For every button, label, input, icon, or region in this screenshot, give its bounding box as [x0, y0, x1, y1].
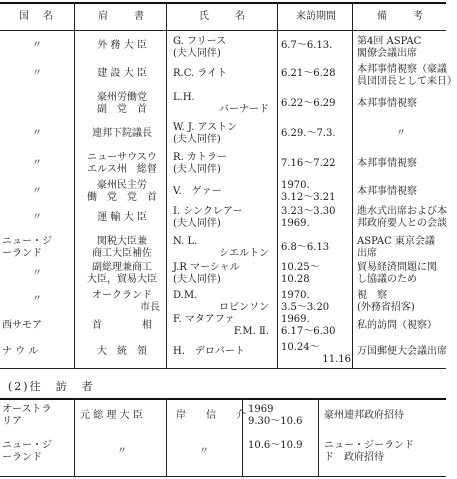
row-title-2: 大臣，貿易大臣 [87, 274, 157, 285]
row-title: 元 総 理 大 臣 [80, 410, 143, 421]
row-name: 〃 [199, 446, 209, 457]
row-name-note: (夫人同伴) [173, 218, 221, 229]
row-period: 1969. [281, 314, 310, 325]
row-period: 10.6～10.9 [248, 440, 303, 451]
row-title: 首 相 [92, 320, 152, 331]
column-divider [352, 2, 353, 368]
row-name: V. ゲァー [173, 186, 222, 197]
row-title: 外 務 大 臣 [97, 40, 147, 51]
row-title-2: エルス州 総督 [87, 164, 157, 175]
row-remarks-2: し協議のため [357, 274, 417, 285]
row-period-2: 1969. [281, 218, 310, 229]
column-divider [74, 2, 75, 368]
row-name-note: (夫人同伴) [173, 134, 221, 145]
row-name: G. フリース [173, 36, 227, 47]
row-country: 西サモア [2, 320, 42, 331]
header-name: 氏 名 [199, 11, 247, 22]
row-name-2: F.M. Ⅱ. [233, 326, 269, 337]
row-period: 1970. [281, 180, 310, 191]
section-heading: (2)往 訪 者 [8, 380, 95, 393]
row-remarks: 本邦事情視察（豪議 [357, 64, 447, 75]
row-name: R.C. ライト [173, 68, 228, 79]
row-name-note: (夫人同伴) [173, 48, 221, 59]
row-period: 10.25～ [281, 262, 320, 273]
row-period: 1970. [281, 290, 310, 301]
row-period: 3.23～3.30 [281, 206, 336, 217]
row-period: 6.7～6.13. [281, 40, 333, 51]
row-title: 副総理兼商工 [92, 262, 152, 273]
row-country-2: ーランド [2, 248, 42, 259]
row-name: 岸 信 介 [176, 410, 246, 421]
row-remarks-2: 出席 [357, 248, 377, 259]
row-title-2: 市長 [140, 302, 160, 313]
row-remarks: 〃 [396, 128, 406, 139]
row-title-2: 商工大臣補佐 [92, 248, 152, 259]
row-title: オークランド [92, 290, 152, 301]
row-title: 豪州労働党 [97, 92, 147, 103]
table2-top-rule [0, 398, 446, 400]
row-title: 〃 [117, 446, 127, 457]
row-period-2: 3.12～3.21 [281, 192, 336, 203]
row-remarks-2: 員団団長として来日） [357, 76, 457, 87]
row-period: 1969 [248, 404, 274, 415]
row-name: R. カトラー [173, 152, 227, 163]
row-remarks: ニュー・ジーランド [324, 440, 414, 451]
row-title: 建 設 大 臣 [97, 68, 147, 79]
row-period: 6.21～6.28 [281, 68, 336, 79]
row-country: 〃 [32, 158, 42, 169]
row-name: F. マタアファ [173, 314, 235, 325]
row-title: 運 輸 大 臣 [97, 212, 147, 223]
column-divider [166, 2, 167, 368]
column-divider [318, 398, 319, 476]
row-name-2: バーナード [219, 104, 269, 115]
row-title: 大 統 領 [97, 346, 147, 357]
row-period: 10.24～ [281, 342, 320, 353]
header-period: 来訪期間 [296, 11, 336, 22]
row-name: D.M. [173, 290, 198, 301]
table2-bottom-rule [0, 476, 446, 477]
row-country: ナ ウ ル [2, 346, 39, 357]
row-country: オーストラ [2, 404, 52, 415]
row-name-2: シエルトン [219, 248, 269, 259]
row-remarks: 豪州連邦政府招待 [324, 410, 404, 421]
row-country: ニュー・ジ [2, 440, 52, 451]
row-country-2: リア [2, 416, 22, 427]
row-remarks: 私的訪問（視察） [357, 320, 437, 331]
row-remarks: 進水式出席および本 [357, 206, 447, 217]
row-title: 関税大臣兼 [97, 236, 147, 247]
row-country: 〃 [32, 40, 42, 51]
row-remarks-2: ド 政府招待 [324, 452, 384, 463]
row-remarks: 万国郵便大会議出席 [357, 346, 447, 357]
header-remarks: 備 考 [377, 11, 425, 22]
row-name: I. シンクレアー [173, 206, 243, 217]
row-title-2: 副 党 首 [97, 104, 147, 115]
table-bottom-rule [0, 368, 446, 369]
row-name-2: ロビンソン [219, 302, 269, 313]
header-bottom-rule [0, 30, 446, 31]
header-title: 肩 書 [98, 11, 146, 22]
row-country: 〃 [32, 294, 42, 305]
row-remarks-2: 邦政府要人との会談 [357, 218, 447, 229]
row-period: 6.29.～7.3. [281, 128, 336, 139]
row-country: ニュー・ジ [2, 236, 52, 247]
row-period: 7.16～7.22 [281, 158, 336, 169]
row-country: 〃 [32, 268, 42, 279]
row-period: 6.22～6.29 [281, 98, 336, 109]
row-period-2: 9.30～10.6 [248, 416, 303, 427]
row-remarks: 本邦事情視察 [357, 158, 417, 169]
row-country: 〃 [32, 128, 42, 139]
row-name: N. L. [173, 236, 198, 247]
header-country: 国 名 [19, 11, 55, 22]
row-remarks: 本邦事情視察 [357, 186, 417, 197]
row-remarks-2: 閣僚会議出席 [357, 48, 417, 59]
row-remarks-2: (外務省招客) [357, 302, 415, 313]
column-divider [277, 2, 278, 368]
row-period-2: 10.28 [281, 274, 310, 285]
row-period-2: 6.17～6.30 [281, 326, 336, 337]
row-period: 6.8～6.13 [281, 242, 330, 253]
row-remarks: 第4回 ASPAC [357, 36, 422, 47]
row-title: 豪州民主労 [97, 180, 147, 191]
row-name: W. J. アストン [173, 122, 238, 133]
table-top-rule [0, 2, 446, 4]
row-name: L.H. [173, 92, 195, 103]
row-name-note: (夫人同伴) [173, 274, 221, 285]
row-name: H. デロバート [173, 346, 245, 357]
column-divider [166, 398, 167, 476]
row-country: 〃 [32, 68, 42, 79]
row-remarks: 視 察 [357, 290, 387, 301]
column-divider [74, 398, 75, 476]
row-country: 〃 [32, 186, 42, 197]
row-period-2: 3.5～3.20 [281, 302, 330, 313]
row-name: J.R マーシャル [173, 262, 240, 273]
row-title: ニューサウスウ [87, 152, 157, 163]
row-remarks: ASPAC 東京会議 [357, 236, 435, 247]
row-period-2: 11.16 [322, 354, 351, 365]
row-country-2: ーランド [2, 452, 42, 463]
row-name-note: (夫人同伴) [173, 164, 221, 175]
row-remarks: 本邦事情視察 [357, 98, 417, 109]
row-title-2: 働 党 党 首 [87, 192, 157, 203]
row-title: 連邦下院議長 [92, 128, 152, 139]
row-remarks: 貿易経済問題に関 [357, 262, 437, 273]
row-country: 〃 [32, 212, 42, 223]
